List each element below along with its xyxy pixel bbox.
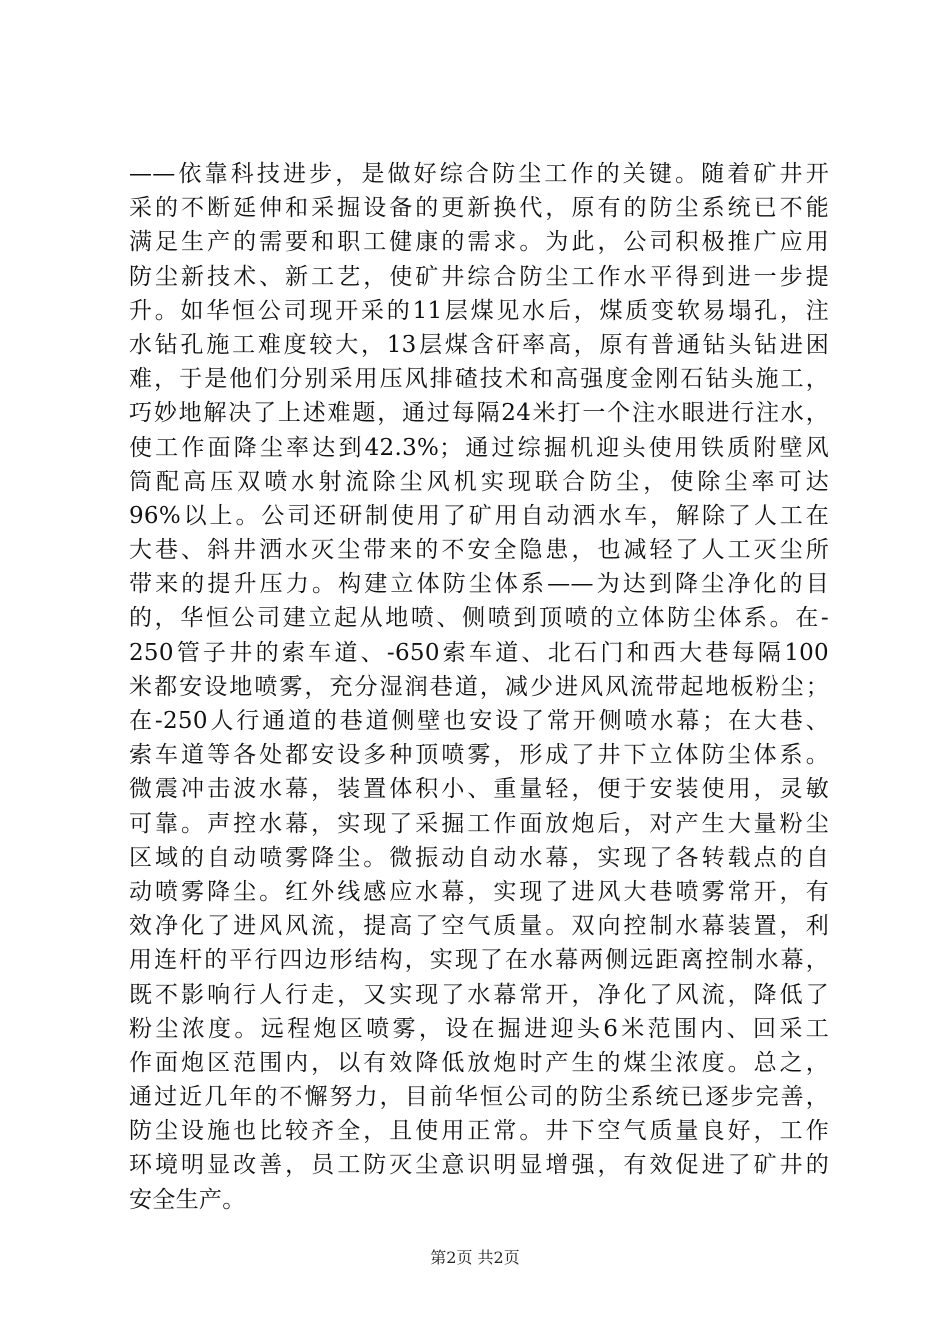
- text-line: 防尘设施也比较齐全，且使用正常。井下空气质量良好，工作: [129, 1118, 829, 1145]
- text-line: 既不影响行人行走，又实现了水幕常开，净化了风流，降低了: [129, 981, 829, 1008]
- text-line: 动喷雾降尘。红外线感应水幕，实现了进风大巷喷雾常开，有: [129, 878, 829, 905]
- text-line: 难，于是他们分别采用压风排碴技术和高强度金刚石钻头施工，: [129, 366, 829, 393]
- text-line: 防尘新技术、新工艺，使矿井综合防尘工作水平得到进一步提: [129, 263, 829, 290]
- text-line: 使工作面降尘率达到42.3%；通过综掘机迎头使用铁质附壁风: [129, 434, 829, 461]
- text-line: 采的不断延伸和采掘设备的更新换代，原有的防尘系统已不能: [129, 195, 829, 222]
- body-paragraph: [129, 157, 829, 1217]
- text-line: ——依靠科技进步，是做好综合防尘工作的关键。随着矿井开: [129, 161, 829, 187]
- text-line: 水钻孔施工难度较大，13层煤含矸率高，原有普通钻头钻进困: [129, 331, 829, 358]
- text-line: 作面炮区范围内，以有效降低放炮时产生的煤尘浓度。总之，: [129, 1049, 829, 1076]
- text-line: 效净化了进风风流，提高了空气质量。双向控制水幕装置，利: [129, 913, 829, 940]
- text-line: 环境明显改善，员工防灭尘意识明显增强，有效促进了矿井的: [129, 1152, 829, 1179]
- text-line: 米都安设地喷雾，充分湿润巷道，减少进风风流带起地板粉尘；: [129, 673, 829, 700]
- text-line: 的，华恒公司建立起从地喷、侧喷到顶喷的立体防尘体系。在-: [129, 605, 829, 632]
- text-line: 250管子井的索车道、-650索车道、北石门和西大巷每隔100: [129, 639, 829, 666]
- text-line: 索车道等各处都安设多种顶喷雾，形成了井下立体防尘体系。: [129, 742, 829, 769]
- text-line: 通过近几年的不懈努力，目前华恒公司的防尘系统已逐步完善，: [129, 1084, 829, 1111]
- text-line: 带来的提升压力。构建立体防尘体系——为达到降尘净化的目: [129, 571, 829, 598]
- text-line: 粉尘浓度。远程炮区喷雾，设在掘进迎头6米范围内、回采工: [129, 1015, 829, 1042]
- text-line: 升。如华恒公司现开采的11层煤见水后，煤质变软易塌孔，注: [129, 297, 829, 324]
- text-line: 安全生产。: [129, 1186, 246, 1213]
- text-line: 用连杆的平行四边形结构，实现了在水幕两侧远距离控制水幕，: [129, 947, 829, 974]
- text-line: 区域的自动喷雾降尘。微振动自动水幕，实现了各转载点的自: [129, 844, 829, 871]
- text-line: 大巷、斜井洒水灭尘带来的不安全隐患，也减轻了人工灭尘所: [129, 537, 829, 564]
- text-line: 可靠。声控水幕，实现了采掘工作面放炮后，对产生大量粉尘: [129, 810, 829, 837]
- page-footer: 第2页 共2页: [430, 1248, 520, 1267]
- text-line: 微震冲击波水幕，装置体积小、重量轻，便于安装使用，灵敏: [129, 776, 829, 803]
- text-line: 96%以上。公司还研制使用了矿用自动洒水车，解除了人工在: [129, 502, 829, 529]
- text-line: 巧妙地解决了上述难题，通过每隔24米打一个注水眼进行注水，: [129, 400, 829, 427]
- text-line: 满足生产的需要和职工健康的需求。为此，公司积极推广应用: [129, 229, 829, 256]
- text-line: 筒配高压双喷水射流除尘风机实现联合防尘，使除尘率可达: [129, 468, 829, 495]
- text-line: 在-250人行通道的巷道侧壁也安设了常开侧喷水幕；在大巷、: [129, 708, 829, 734]
